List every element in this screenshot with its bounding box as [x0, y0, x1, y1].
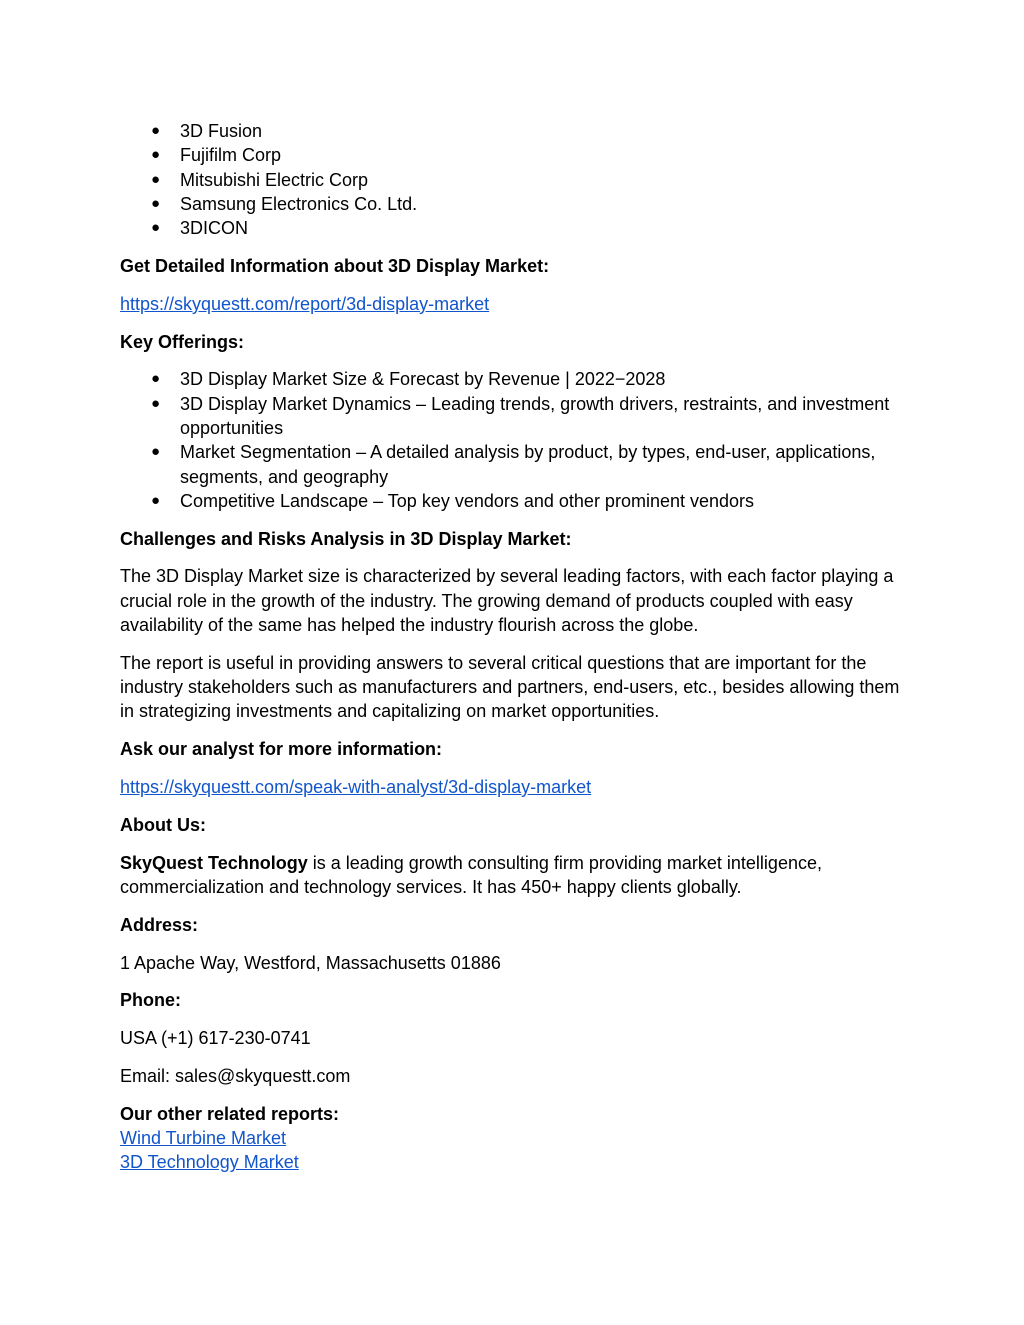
report-link[interactable]: https://skyquestt.com/report/3d-display-market — [120, 293, 490, 314]
about-paragraph — [120, 851, 904, 900]
phone-text: USA (+1) 617-230-0741 — [120, 1028, 311, 1049]
challenges-paragraph-1: The 3D Display Market size is characterized by several leading factors, with each factor playing a crucial role in the growth of the industry. The growing demand of products coupled with easy availability of the same has helped the industry flourish across the globe. — [120, 566, 894, 636]
list-item — [120, 489, 904, 513]
list-item — [120, 143, 904, 167]
bullet-icon: ● — [151, 370, 161, 388]
company-name: 3D Fusion — [180, 121, 263, 141]
bullet-icon: ● — [151, 394, 161, 412]
company-list — [120, 119, 904, 240]
challenges-paragraph-2: The report is useful in providing answers to several critical questions that are important for the industry stakeholders such as manufacturers and partners, end-users, etc., besides allowing them in strategizing investments and capitalizing on market opportunities. — [120, 652, 900, 722]
document-page — [120, 119, 904, 1175]
about-text: is a leading growth consulting firm providing market intelligence, commercialization and technology services. It has 450+ happy clients globally. — [120, 852, 822, 897]
bullet-icon: ● — [151, 122, 161, 139]
list-item — [120, 440, 904, 489]
company-name: Mitsubishi Electric Corp — [180, 169, 369, 190]
analyst-link[interactable]: https://skyquestt.com/speak-with-analyst/3d-display-market — [120, 777, 592, 798]
company-name: Samsung Electronics Co. Ltd. — [180, 193, 418, 214]
related-heading: Our other related reports: — [120, 1103, 340, 1124]
list-item — [120, 192, 904, 216]
list-item — [120, 392, 904, 441]
related-report-link[interactable]: Wind Turbine Market — [120, 1128, 287, 1148]
company-name: Fujifilm Corp — [180, 145, 282, 166]
address-text: 1 Apache Way, Westford, Massachusetts 01886 — [120, 952, 501, 973]
detail-heading: Get Detailed Information about 3D Display Market: — [120, 255, 550, 276]
about-heading: About Us: — [120, 814, 206, 835]
offering-text: Market Segmentation – A detailed analysis by product, by types, end-user, applications, segments, and geography — [180, 442, 876, 487]
list-item — [120, 216, 904, 240]
list-item — [120, 367, 904, 391]
email-text: Email: sales@skyquestt.com — [120, 1065, 351, 1086]
offerings-heading: Key Offerings: — [120, 331, 245, 352]
bullet-icon: ● — [151, 146, 161, 164]
offering-text: Competitive Landscape – Top key vendors and other prominent vendors — [180, 490, 755, 511]
phone-heading: Phone: — [120, 990, 181, 1011]
list-item — [120, 119, 904, 143]
offering-text: 3D Display Market Size & Forecast by Revenue | 2022−2028 — [180, 369, 666, 390]
bullet-icon: ● — [151, 219, 161, 237]
bullet-icon: ● — [151, 491, 161, 509]
company-name: 3DICON — [180, 218, 249, 239]
company-name: SkyQuest Technology — [120, 852, 308, 873]
bullet-icon: ● — [151, 170, 161, 188]
related-report-link[interactable]: 3D Technology Market — [120, 1152, 299, 1173]
bullet-icon: ● — [151, 194, 161, 212]
related-reports — [120, 1126, 904, 1175]
offerings-list — [120, 367, 904, 513]
address-heading: Address: — [120, 914, 199, 935]
list-item — [120, 168, 904, 192]
challenges-heading: Challenges and Risks Analysis in 3D Display Market: — [120, 528, 572, 549]
offering-text: 3D Display Market Dynamics – Leading trends, growth drivers, restraints, and investment opportunities — [180, 393, 890, 438]
analyst-heading: Ask our analyst for more information: — [120, 739, 443, 760]
bullet-icon: ● — [151, 443, 161, 461]
